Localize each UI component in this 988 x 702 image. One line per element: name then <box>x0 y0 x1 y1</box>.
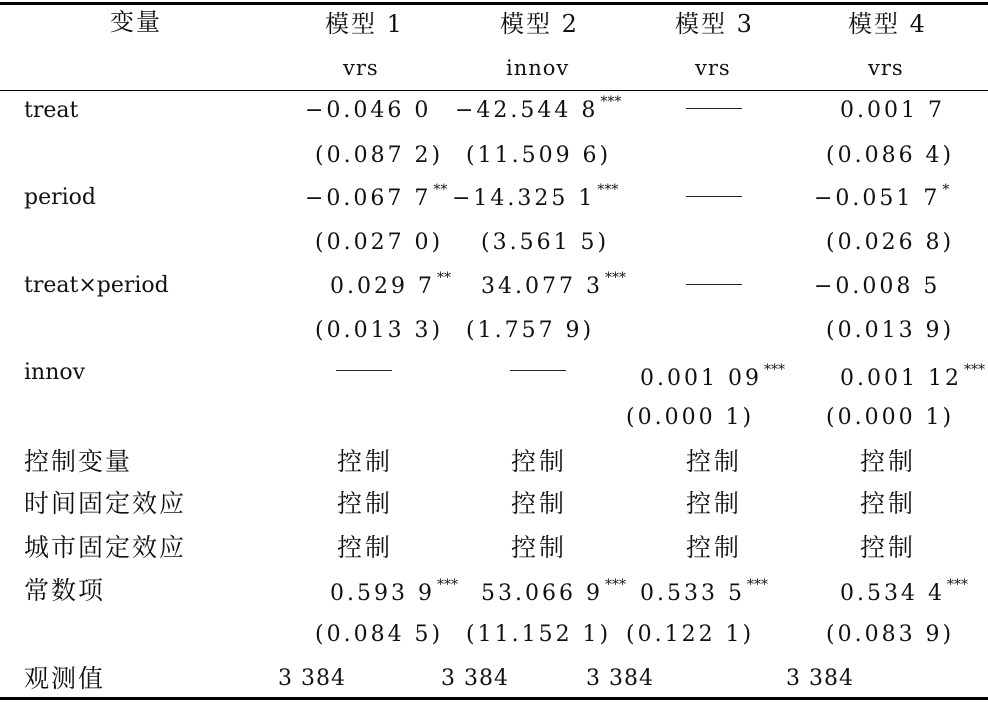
coef-treat-m1: −0.046 0 <box>305 98 432 123</box>
row-label-time-fixed-effects: 时间固定效应 <box>24 489 187 518</box>
bottom-rule <box>0 697 988 700</box>
coef-period-m2: −14.325 1 *** <box>452 182 619 211</box>
coef-innov-m3: 0.001 09 *** <box>640 362 785 391</box>
control-cell: 控制 <box>337 533 394 562</box>
se-period-m4: (0.026 8) <box>826 230 955 255</box>
empty-cell-dash <box>686 108 742 109</box>
coef-period-m4: −0.051 7 * <box>814 182 950 211</box>
se-constant-m3: (0.122 1) <box>626 622 755 647</box>
se-treat-m4: (0.086 4) <box>826 143 955 168</box>
se-constant-m1: (0.084 5) <box>315 622 444 647</box>
se-period-m1: (0.027 0) <box>315 230 444 255</box>
empty-cell-dash <box>686 284 742 285</box>
se-interaction-m4: (0.013 9) <box>826 318 955 343</box>
control-cell: 控制 <box>337 447 394 476</box>
control-cell: 控制 <box>686 533 743 562</box>
row-label-city-fixed-effects: 城市固定效应 <box>24 533 187 562</box>
se-interaction-m2: (1.757 9) <box>466 318 595 343</box>
observations-m3: 3 384 <box>586 666 654 691</box>
observations-m1: 3 384 <box>278 666 346 691</box>
dep-var-3: vrs <box>695 56 731 80</box>
se-constant-m4: (0.083 9) <box>826 622 955 647</box>
coef-interaction-m2: 34.077 3 *** <box>481 270 626 299</box>
observations-m4: 3 384 <box>786 666 854 691</box>
control-cell: 控制 <box>686 447 743 476</box>
row-label-constant: 常数项 <box>24 576 106 605</box>
dep-var-4: vrs <box>868 56 904 80</box>
header-rule <box>0 90 988 91</box>
empty-cell-dash <box>510 370 566 371</box>
dep-var-2: innov <box>506 56 570 80</box>
empty-cell-dash <box>686 196 742 197</box>
coef-innov-m4: 0.001 12 *** <box>840 362 985 391</box>
control-cell: 控制 <box>860 447 917 476</box>
model-1-header: 模型 1 <box>325 10 404 38</box>
model-2-header: 模型 2 <box>500 10 579 38</box>
coef-constant-m1: 0.593 9 *** <box>330 577 458 606</box>
coef-constant-m2: 53.066 9 *** <box>481 577 626 606</box>
row-label-innov: innov <box>24 360 86 385</box>
coef-period-m1: −0.067 7 ** <box>305 182 448 211</box>
se-treat-m2: (11.509 6) <box>466 143 612 168</box>
control-cell: 控制 <box>511 447 568 476</box>
model-3-header: 模型 3 <box>675 10 754 38</box>
observations-m2: 3 384 <box>441 666 509 691</box>
variable-header: 变量 <box>110 8 162 36</box>
control-cell: 控制 <box>511 533 568 562</box>
coef-treat-m4: 0.001 7 <box>840 98 945 123</box>
row-label-period: period <box>24 185 96 210</box>
se-constant-m2: (11.152 1) <box>466 622 612 647</box>
control-cell: 控制 <box>860 533 917 562</box>
se-treat-m1: (0.087 2) <box>315 143 444 168</box>
se-innov-m3: (0.000 1) <box>626 405 755 430</box>
se-period-m2: (3.561 5) <box>481 230 610 255</box>
se-innov-m4: (0.000 1) <box>826 405 955 430</box>
coef-constant-m3: 0.533 5 *** <box>640 577 768 606</box>
control-cell: 控制 <box>686 489 743 518</box>
model-4-header: 模型 4 <box>848 10 927 38</box>
control-cell: 控制 <box>511 489 568 518</box>
row-label-treat: treat <box>24 98 79 123</box>
row-label-treat-period: treat×period <box>24 273 169 298</box>
control-cell: 控制 <box>860 489 917 518</box>
dep-var-1: vrs <box>343 56 379 80</box>
coef-interaction-m4: −0.008 5 <box>814 274 941 299</box>
coef-treat-m2: −42.544 8 *** <box>455 94 622 123</box>
empty-cell-dash <box>336 370 392 371</box>
coef-constant-m4: 0.534 4 *** <box>840 577 968 606</box>
se-interaction-m1: (0.013 3) <box>315 318 444 343</box>
row-label-observations: 观测值 <box>24 664 106 693</box>
top-rule <box>0 2 988 5</box>
control-cell: 控制 <box>337 489 394 518</box>
coef-interaction-m1: 0.029 7 ** <box>330 270 451 299</box>
row-label-control-variables: 控制变量 <box>24 447 133 476</box>
